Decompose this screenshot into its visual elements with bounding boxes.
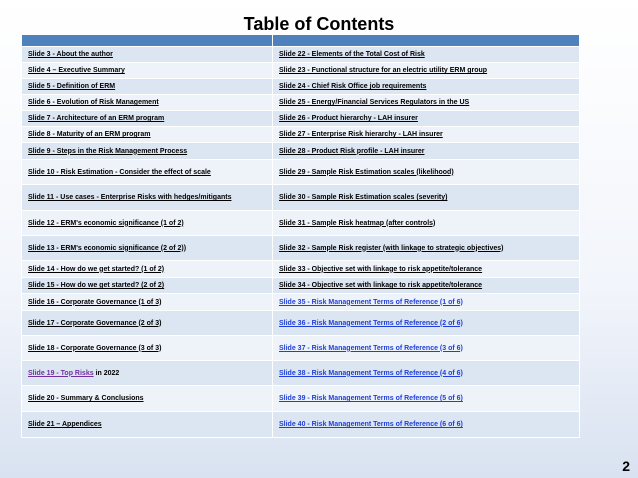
toc-link[interactable]: Slide 15 - How do we get started? (2 of 2) <box>28 282 165 289</box>
toc-cell-left <box>22 386 273 412</box>
toc-link[interactable]: Slide 36 - Risk Management Terms of Reference (2 of 6) <box>279 319 463 327</box>
toc-link[interactable]: Slide 38 - Risk Management Terms of Reference (4 of 6) <box>279 369 463 377</box>
toc-link[interactable]: Slide 5 - Definition of ERM <box>28 83 116 90</box>
toc-cell-right <box>273 111 580 127</box>
toc-link[interactable]: Slide 27 - Enterprise Risk hierarchy - LAH insurer <box>279 131 443 138</box>
toc-row <box>22 336 580 361</box>
toc-row <box>22 111 580 127</box>
toc-row <box>22 311 580 336</box>
toc-cell-left <box>22 211 273 236</box>
toc-row <box>22 261 580 278</box>
toc-cell-left <box>22 79 273 95</box>
toc-cell-left <box>22 294 273 311</box>
toc-cell-left <box>22 278 273 294</box>
toc-link[interactable]: Slide 3 - About the author <box>28 51 113 58</box>
toc-cell-right <box>273 236 580 261</box>
toc-link[interactable]: Slide 28 - Product Risk profile - LAH insurer <box>279 147 425 155</box>
toc-cell-left <box>22 236 273 261</box>
toc-row <box>22 185 580 211</box>
toc-link[interactable]: Slide 19 - Top Risks <box>28 369 94 377</box>
toc-cell-left <box>22 47 273 63</box>
toc-cell-left <box>22 95 273 111</box>
toc-link[interactable]: Slide 30 - Sample Risk Estimation scales (severity) <box>279 194 448 201</box>
toc-link[interactable]: Slide 20 - Summary & Conclusions <box>28 395 144 402</box>
toc-cell-right <box>273 47 580 63</box>
toc-cell-right <box>273 63 580 79</box>
toc-cell-left <box>22 336 273 361</box>
toc-link[interactable]: Slide 22 - Elements of the Total Cost of Risk <box>279 51 425 58</box>
toc-link[interactable]: Slide 14 - How do we get started? (1 of 2) <box>28 265 165 273</box>
toc-row <box>22 361 580 386</box>
toc-link[interactable]: Slide 13 - ERM's economic significance (2 of 2)) <box>28 244 187 252</box>
toc-cell-right <box>273 278 580 294</box>
toc-cell-right <box>273 311 580 336</box>
toc-row <box>22 127 580 143</box>
toc-link[interactable]: Slide 37 - Risk Management Terms of Reference (3 of 6) <box>279 344 463 352</box>
toc-cell-right <box>273 412 580 438</box>
toc-cell-right <box>273 261 580 278</box>
toc-link[interactable]: Slide 25 - Energy/Financial Services Regulators in the US <box>279 99 470 106</box>
toc-cell-left <box>22 63 273 79</box>
toc-link[interactable]: Slide 31 - Sample Risk heatmap (after controls) <box>279 219 436 227</box>
toc-link[interactable]: Slide 40 - Risk Management Terms of Reference (6 of 6) <box>279 421 463 428</box>
toc-cell-right <box>273 211 580 236</box>
toc-link[interactable]: Slide 12 - ERM's economic significance (1 of 2) <box>28 219 184 227</box>
toc-cell-right <box>273 143 580 160</box>
toc-header-cell-left <box>22 35 273 47</box>
toc-table <box>21 34 580 438</box>
toc-cell-left <box>22 361 273 386</box>
toc-cell-left <box>22 412 273 438</box>
page-title: Table of Contents <box>243 14 395 34</box>
toc-link[interactable]: Slide 34 - Objective set with linkage to risk appetite/tolerance <box>279 282 483 289</box>
toc-row <box>22 211 580 236</box>
toc-cell-right <box>273 95 580 111</box>
toc-cell-right <box>273 160 580 185</box>
toc-header-cell-right <box>273 35 580 47</box>
toc-row <box>22 79 580 95</box>
toc-cell-left <box>22 185 273 211</box>
toc-link[interactable]: Slide 4 – Executive Summary <box>28 67 125 74</box>
toc-cell-left <box>22 127 273 143</box>
toc-cell-right <box>273 294 580 311</box>
toc-link[interactable]: Slide 16 - Corporate Governance (1 of 3) <box>28 298 162 306</box>
toc-cell-right <box>273 361 580 386</box>
toc-row <box>22 386 580 412</box>
toc-link[interactable]: Slide 18 - Corporate Governance (3 of 3) <box>28 344 162 352</box>
toc-row <box>22 236 580 261</box>
toc-link[interactable]: Slide 32 - Sample Risk register (with linkage to strategic objectives) <box>279 244 504 252</box>
toc-cell-left <box>22 261 273 278</box>
toc-row <box>22 278 580 294</box>
toc-row <box>22 95 580 111</box>
toc-row <box>22 294 580 311</box>
toc-link[interactable]: Slide 23 - Functional structure for an electric utility ERM group <box>279 67 488 74</box>
toc-header-row <box>22 35 580 47</box>
toc-link[interactable]: Slide 24 - Chief Risk Office job requirements <box>279 83 427 90</box>
toc-link[interactable]: Slide 8 - Maturity of an ERM program <box>28 131 151 138</box>
toc-link[interactable]: Slide 17 - Corporate Governance (2 of 3) <box>28 319 162 327</box>
toc-link[interactable]: Slide 26 - Product hierarchy - LAH insurer <box>279 115 418 122</box>
toc-link[interactable]: Slide 35 - Risk Management Terms of Reference (1 of 6) <box>279 298 463 306</box>
toc-row <box>22 412 580 438</box>
toc-cell-right <box>273 185 580 211</box>
toc-link-suffix: in 2022 <box>93 369 120 377</box>
toc-cell-right <box>273 79 580 95</box>
page-number: 2 <box>622 458 630 474</box>
toc-row <box>22 143 580 160</box>
toc-cell-left <box>22 143 273 160</box>
toc-link[interactable]: Slide 9 - Steps in the Risk Management Process <box>28 147 188 155</box>
toc-link[interactable]: Slide 10 - Risk Estimation - Consider the effect of scale <box>28 168 211 176</box>
toc-link[interactable]: Slide 39 - Risk Management Terms of Reference (5 of 6) <box>279 395 463 402</box>
toc-link[interactable]: Slide 21 – Appendices <box>28 421 102 428</box>
toc-cell-right <box>273 127 580 143</box>
toc-row <box>22 47 580 63</box>
toc-row <box>22 160 580 185</box>
toc-cell-right <box>273 336 580 361</box>
toc-link[interactable]: Slide 6 - Evolution of Risk Management <box>28 99 159 106</box>
toc-cell-left <box>22 160 273 185</box>
toc-cell-left <box>22 111 273 127</box>
toc-cell-right <box>273 386 580 412</box>
toc-link[interactable]: Slide 11 - Use cases - Enterprise Risks with hedges/mitigants <box>28 194 232 201</box>
toc-row <box>22 63 580 79</box>
toc-link[interactable]: Slide 7 - Architecture of an ERM program <box>28 115 165 122</box>
toc-link[interactable]: Slide 29 - Sample Risk Estimation scales (likelihood) <box>279 168 454 176</box>
toc-cell-left <box>22 311 273 336</box>
toc-link[interactable]: Slide 33 - Objective set with linkage to risk appetite/tolerance <box>279 265 483 273</box>
